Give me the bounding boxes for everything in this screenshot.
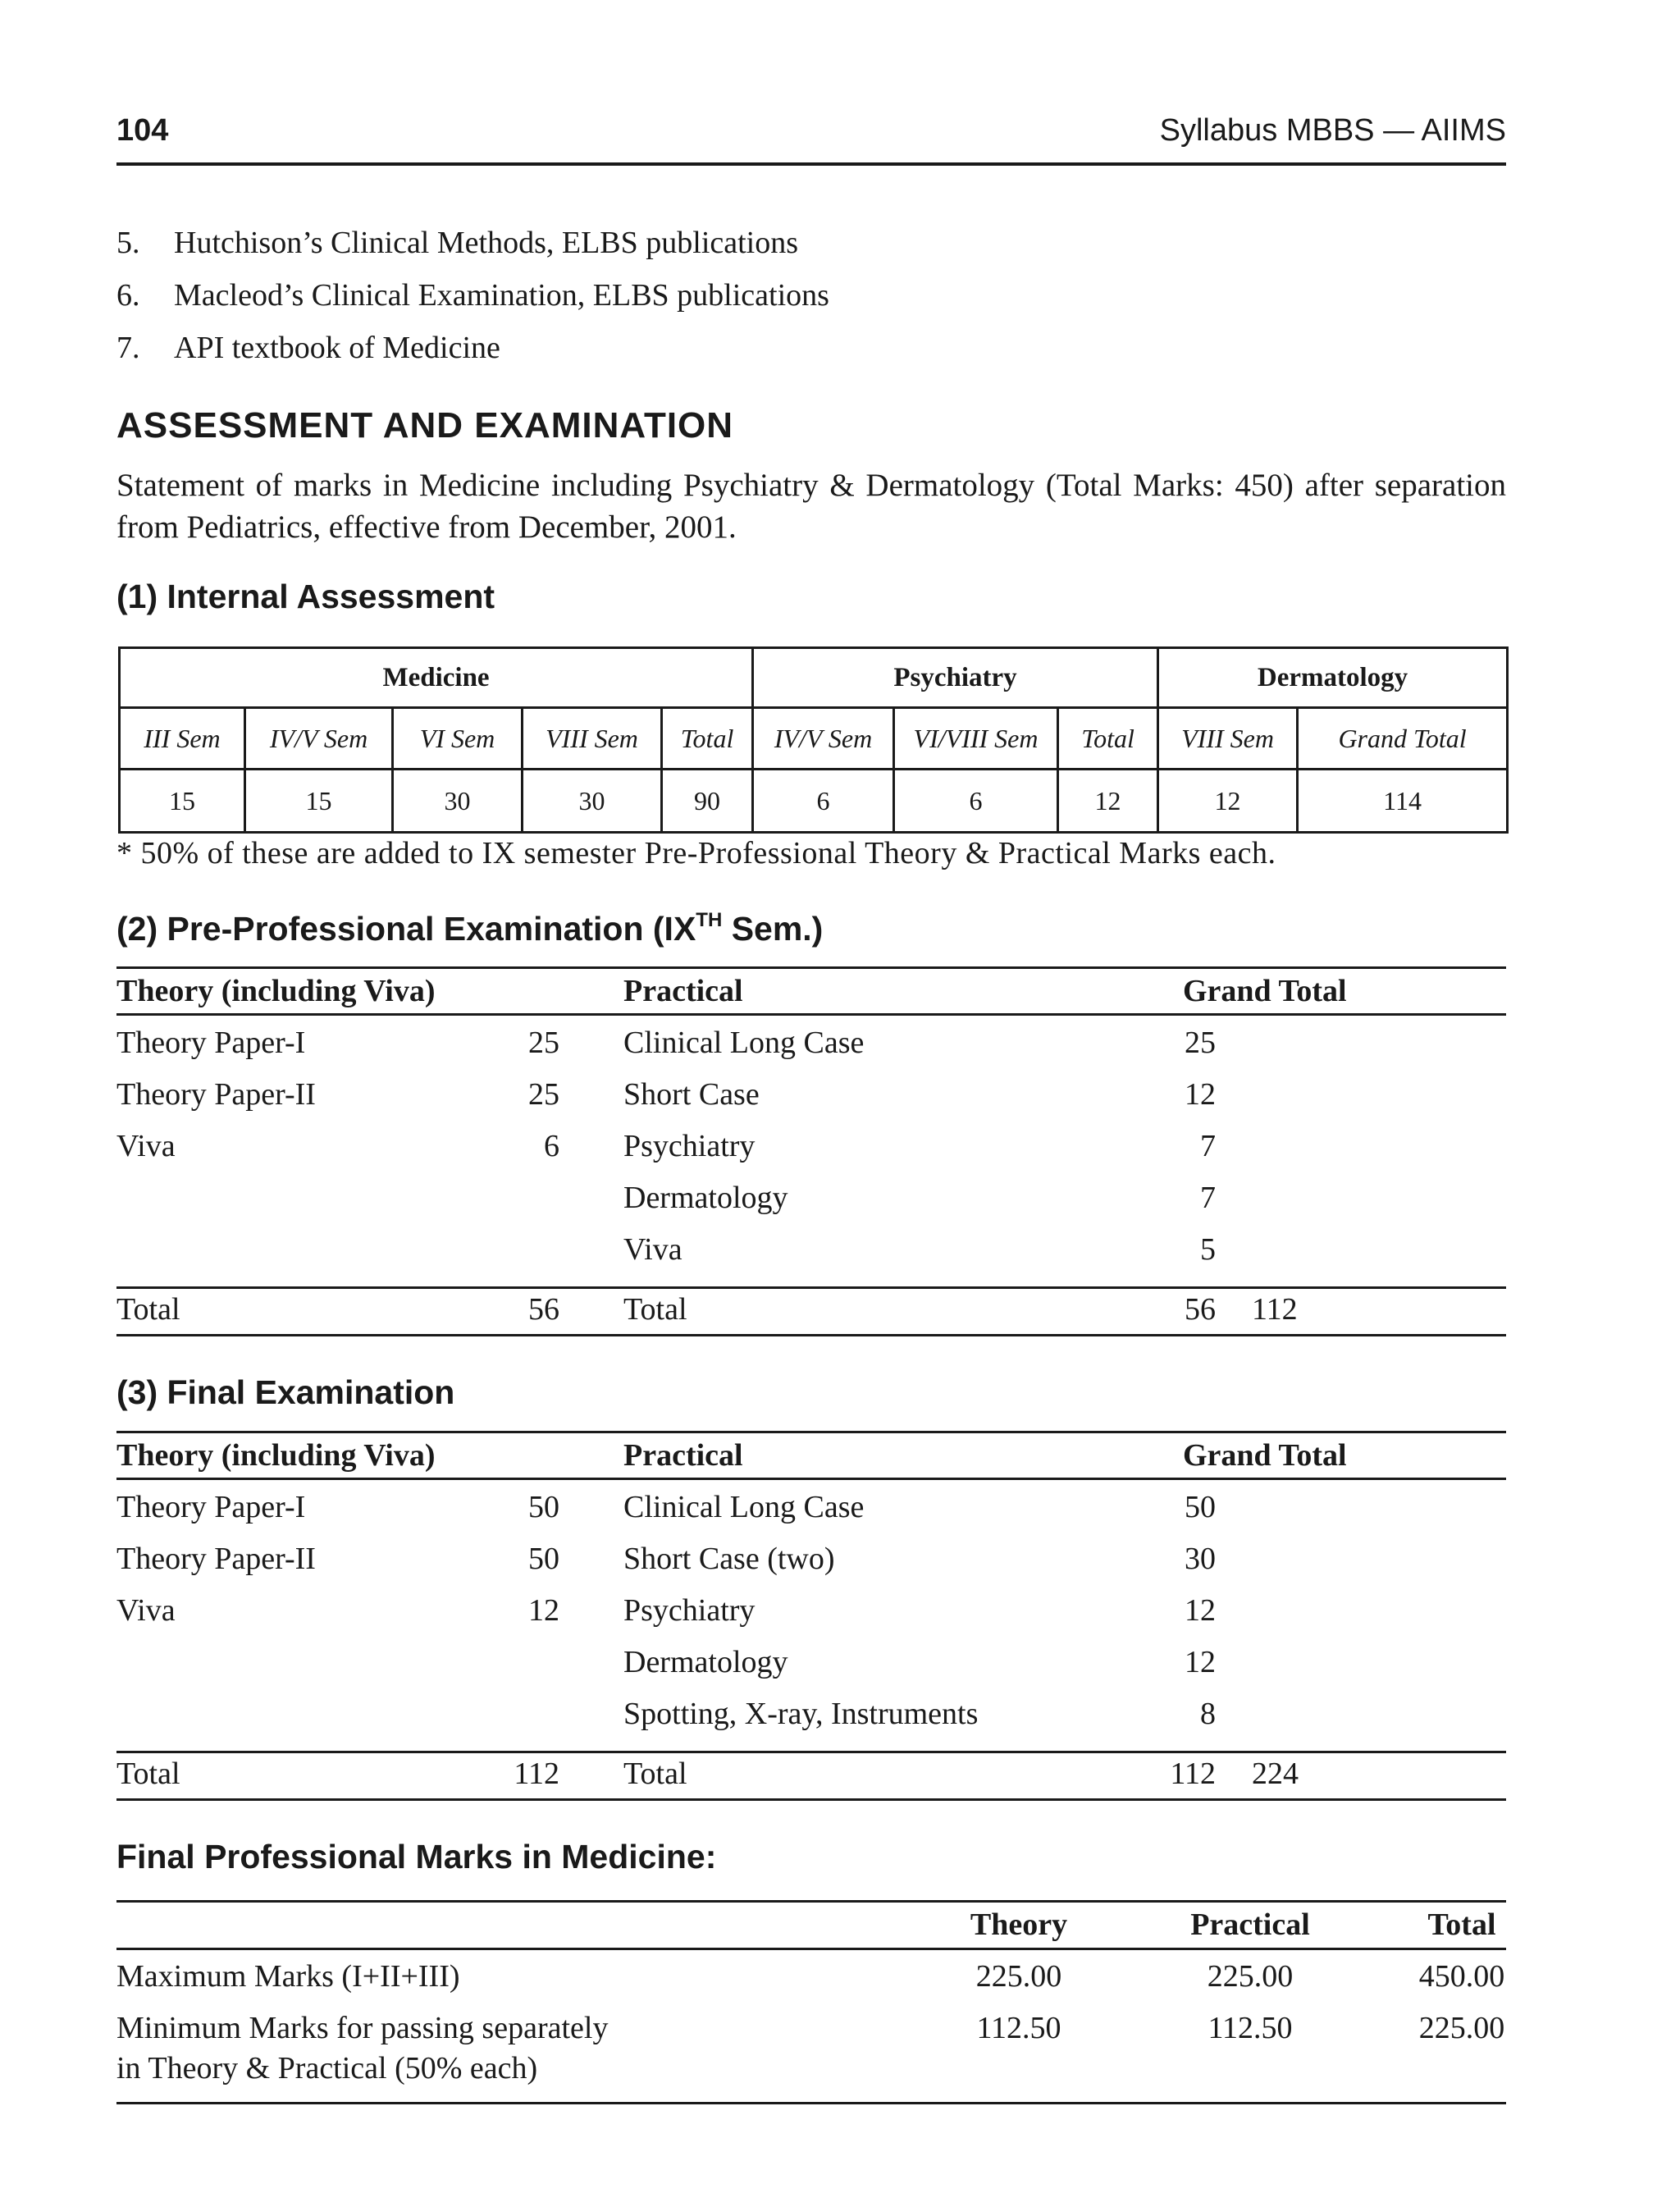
preprof-table <box>116 966 1506 1344</box>
practical-item-label: Viva <box>623 1232 682 1267</box>
column-header-theory: Theory <box>970 1907 1068 1942</box>
group-header-dermatology: Dermatology <box>1158 648 1508 708</box>
table-cell: 15 <box>245 770 393 833</box>
table-rule <box>116 2102 1506 2104</box>
grand-total-value: 112 <box>1252 1292 1298 1327</box>
practical-item-value: 12 <box>1185 1077 1216 1112</box>
column-header: IV/V Sem <box>245 708 393 770</box>
practical-item-value: 8 <box>1200 1697 1216 1731</box>
final-exam-heading: (3) Final Examination <box>116 1373 455 1411</box>
section-title: ASSESSMENT AND EXAMINATION <box>116 405 734 445</box>
table-rule <box>116 1900 1506 1903</box>
preprof-heading-sup: TH <box>696 909 723 931</box>
preprof-heading-tail: Sem.) <box>722 910 824 948</box>
page-number: 104 <box>116 113 169 148</box>
practical-item-label: Short Case <box>623 1077 760 1112</box>
final-exam-table <box>116 1431 1506 1808</box>
table-cell: 30 <box>523 770 662 833</box>
list-item-number: 6. <box>116 278 140 313</box>
group-header-medicine: Medicine <box>120 648 753 708</box>
column-header-practical: Practical <box>623 974 743 1008</box>
theory-total-label: Total <box>116 1757 180 1791</box>
list-item-number: 5. <box>116 226 140 260</box>
table-cell: 12 <box>1158 770 1298 833</box>
table-cell: 114 <box>1298 770 1508 833</box>
practical-item-label: Clinical Long Case <box>623 1490 865 1524</box>
practical-item-label: Psychiatry <box>623 1129 756 1163</box>
final-marks-heading: Final Professional Marks in Medicine: <box>116 1838 717 1875</box>
table-cell: 12 <box>1058 770 1158 833</box>
practical-total-label: Total <box>623 1757 687 1791</box>
preprof-heading <box>116 909 823 948</box>
column-header: Grand Total <box>1298 708 1508 770</box>
table-rule <box>116 1478 1506 1480</box>
list-item <box>116 277 1506 330</box>
list-item-text: Hutchison’s Clinical Methods, ELBS publications <box>174 226 799 260</box>
column-header: VI Sem <box>393 708 523 770</box>
internal-assessment-heading: (1) Internal Assessment <box>116 578 495 615</box>
footnote: * 50% of these are added to IX semester Pre-Professional Theory & Practical Marks each. <box>116 836 1276 870</box>
table-rule <box>116 1286 1506 1289</box>
column-header: VIII Sem <box>523 708 662 770</box>
practical-total-label: Total <box>623 1292 687 1327</box>
running-title: Syllabus MBBS — AIIMS <box>1159 113 1506 148</box>
internal-assessment-table <box>118 646 1509 834</box>
row-theory-value: 112.50 <box>976 2011 1061 2045</box>
theory-item-value: 50 <box>528 1490 559 1524</box>
practical-item-value: 12 <box>1185 1645 1216 1679</box>
practical-item-label: Psychiatry <box>623 1593 756 1628</box>
practical-item-value: 25 <box>1185 1026 1216 1060</box>
theory-item-value: 12 <box>528 1593 559 1628</box>
theory-item-value: 6 <box>544 1129 559 1163</box>
practical-item-label: Dermatology <box>623 1645 788 1679</box>
running-header <box>116 108 1506 166</box>
grand-total-value: 224 <box>1252 1757 1299 1791</box>
practical-total-value: 56 <box>1185 1292 1216 1327</box>
column-header-grand-total: Grand Total <box>1183 974 1347 1008</box>
table-cell: 90 <box>662 770 753 833</box>
row-practical-value: 112.50 <box>1208 2011 1293 2045</box>
row-label: Minimum Marks for passing separately <box>116 2011 609 2045</box>
theory-item-label: Theory Paper-I <box>116 1026 306 1060</box>
practical-item-value: 30 <box>1185 1542 1216 1576</box>
list-item-text: Macleod’s Clinical Examination, ELBS publications <box>174 278 829 313</box>
column-header-practical: Practical <box>623 1438 743 1473</box>
practical-item-label: Short Case (two) <box>623 1542 835 1576</box>
table-rule <box>116 1798 1506 1801</box>
practical-item-value: 12 <box>1185 1593 1216 1628</box>
row-label: Maximum Marks (I+II+III) <box>116 1959 460 1994</box>
row-total-value: 225.00 <box>1418 2011 1505 2045</box>
column-header: VIII Sem <box>1158 708 1298 770</box>
table-rule <box>116 1334 1506 1336</box>
row-practical-value: 225.00 <box>1207 1959 1294 1994</box>
group-header-psychiatry: Psychiatry <box>753 648 1158 708</box>
row-theory-value: 225.00 <box>975 1959 1062 1994</box>
theory-item-label: Theory Paper-II <box>116 1077 316 1112</box>
practical-total-value: 112 <box>1170 1757 1216 1791</box>
practical-item-value: 50 <box>1185 1490 1216 1524</box>
column-header: VI/VIII Sem <box>894 708 1058 770</box>
reference-list <box>116 225 1506 382</box>
intro-paragraph: Statement of marks in Medicine including Psychiatry & Dermatology (Total Marks: 450) after separation from Pediatrics, effective from December, 2001. <box>116 468 1506 545</box>
list-item <box>116 225 1506 277</box>
column-header-total: Total <box>1427 1907 1496 1942</box>
row-label-continued: in Theory & Practical (50% each) <box>116 2051 538 2086</box>
theory-item-value: 50 <box>528 1542 559 1576</box>
column-header-grand-total: Grand Total <box>1183 1438 1347 1473</box>
theory-item-label: Viva <box>116 1593 176 1628</box>
practical-item-label: Clinical Long Case <box>623 1026 865 1060</box>
theory-total-value: 112 <box>514 1757 559 1791</box>
theory-item-label: Theory Paper-I <box>116 1490 306 1524</box>
practical-item-value: 5 <box>1200 1232 1216 1267</box>
page <box>116 0 1506 2202</box>
theory-total-value: 56 <box>528 1292 559 1327</box>
column-header: IV/V Sem <box>753 708 894 770</box>
table-cell: 15 <box>120 770 245 833</box>
table-rule <box>116 1948 1506 1950</box>
theory-item-label: Viva <box>116 1129 176 1163</box>
list-item <box>116 330 1506 382</box>
theory-item-label: Theory Paper-II <box>116 1542 316 1576</box>
theory-total-label: Total <box>116 1292 180 1327</box>
list-item-text: API textbook of Medicine <box>174 331 500 365</box>
theory-item-value: 25 <box>528 1026 559 1060</box>
table-rule <box>116 1013 1506 1016</box>
table-cell: 6 <box>753 770 894 833</box>
column-header: Total <box>1058 708 1158 770</box>
row-total-value: 450.00 <box>1418 1959 1505 1994</box>
list-item-number: 7. <box>116 331 140 365</box>
practical-item-value: 7 <box>1200 1129 1216 1163</box>
practical-item-label: Spotting, X-ray, Instruments <box>623 1697 979 1731</box>
practical-item-value: 7 <box>1200 1181 1216 1215</box>
theory-item-value: 25 <box>528 1077 559 1112</box>
table-rule <box>116 1751 1506 1753</box>
column-header-practical: Practical <box>1190 1907 1310 1942</box>
column-header-theory: Theory (including Viva) <box>116 974 436 1008</box>
practical-item-label: Dermatology <box>623 1181 788 1215</box>
table-cell: 6 <box>894 770 1058 833</box>
column-header-theory: Theory (including Viva) <box>116 1438 436 1473</box>
table-rule <box>116 1431 1506 1433</box>
column-header: Total <box>662 708 753 770</box>
table-rule <box>116 966 1506 969</box>
column-header: III Sem <box>120 708 245 770</box>
preprof-heading-text: (2) Pre-Professional Examination (IX <box>116 910 696 948</box>
table-cell: 30 <box>393 770 523 833</box>
